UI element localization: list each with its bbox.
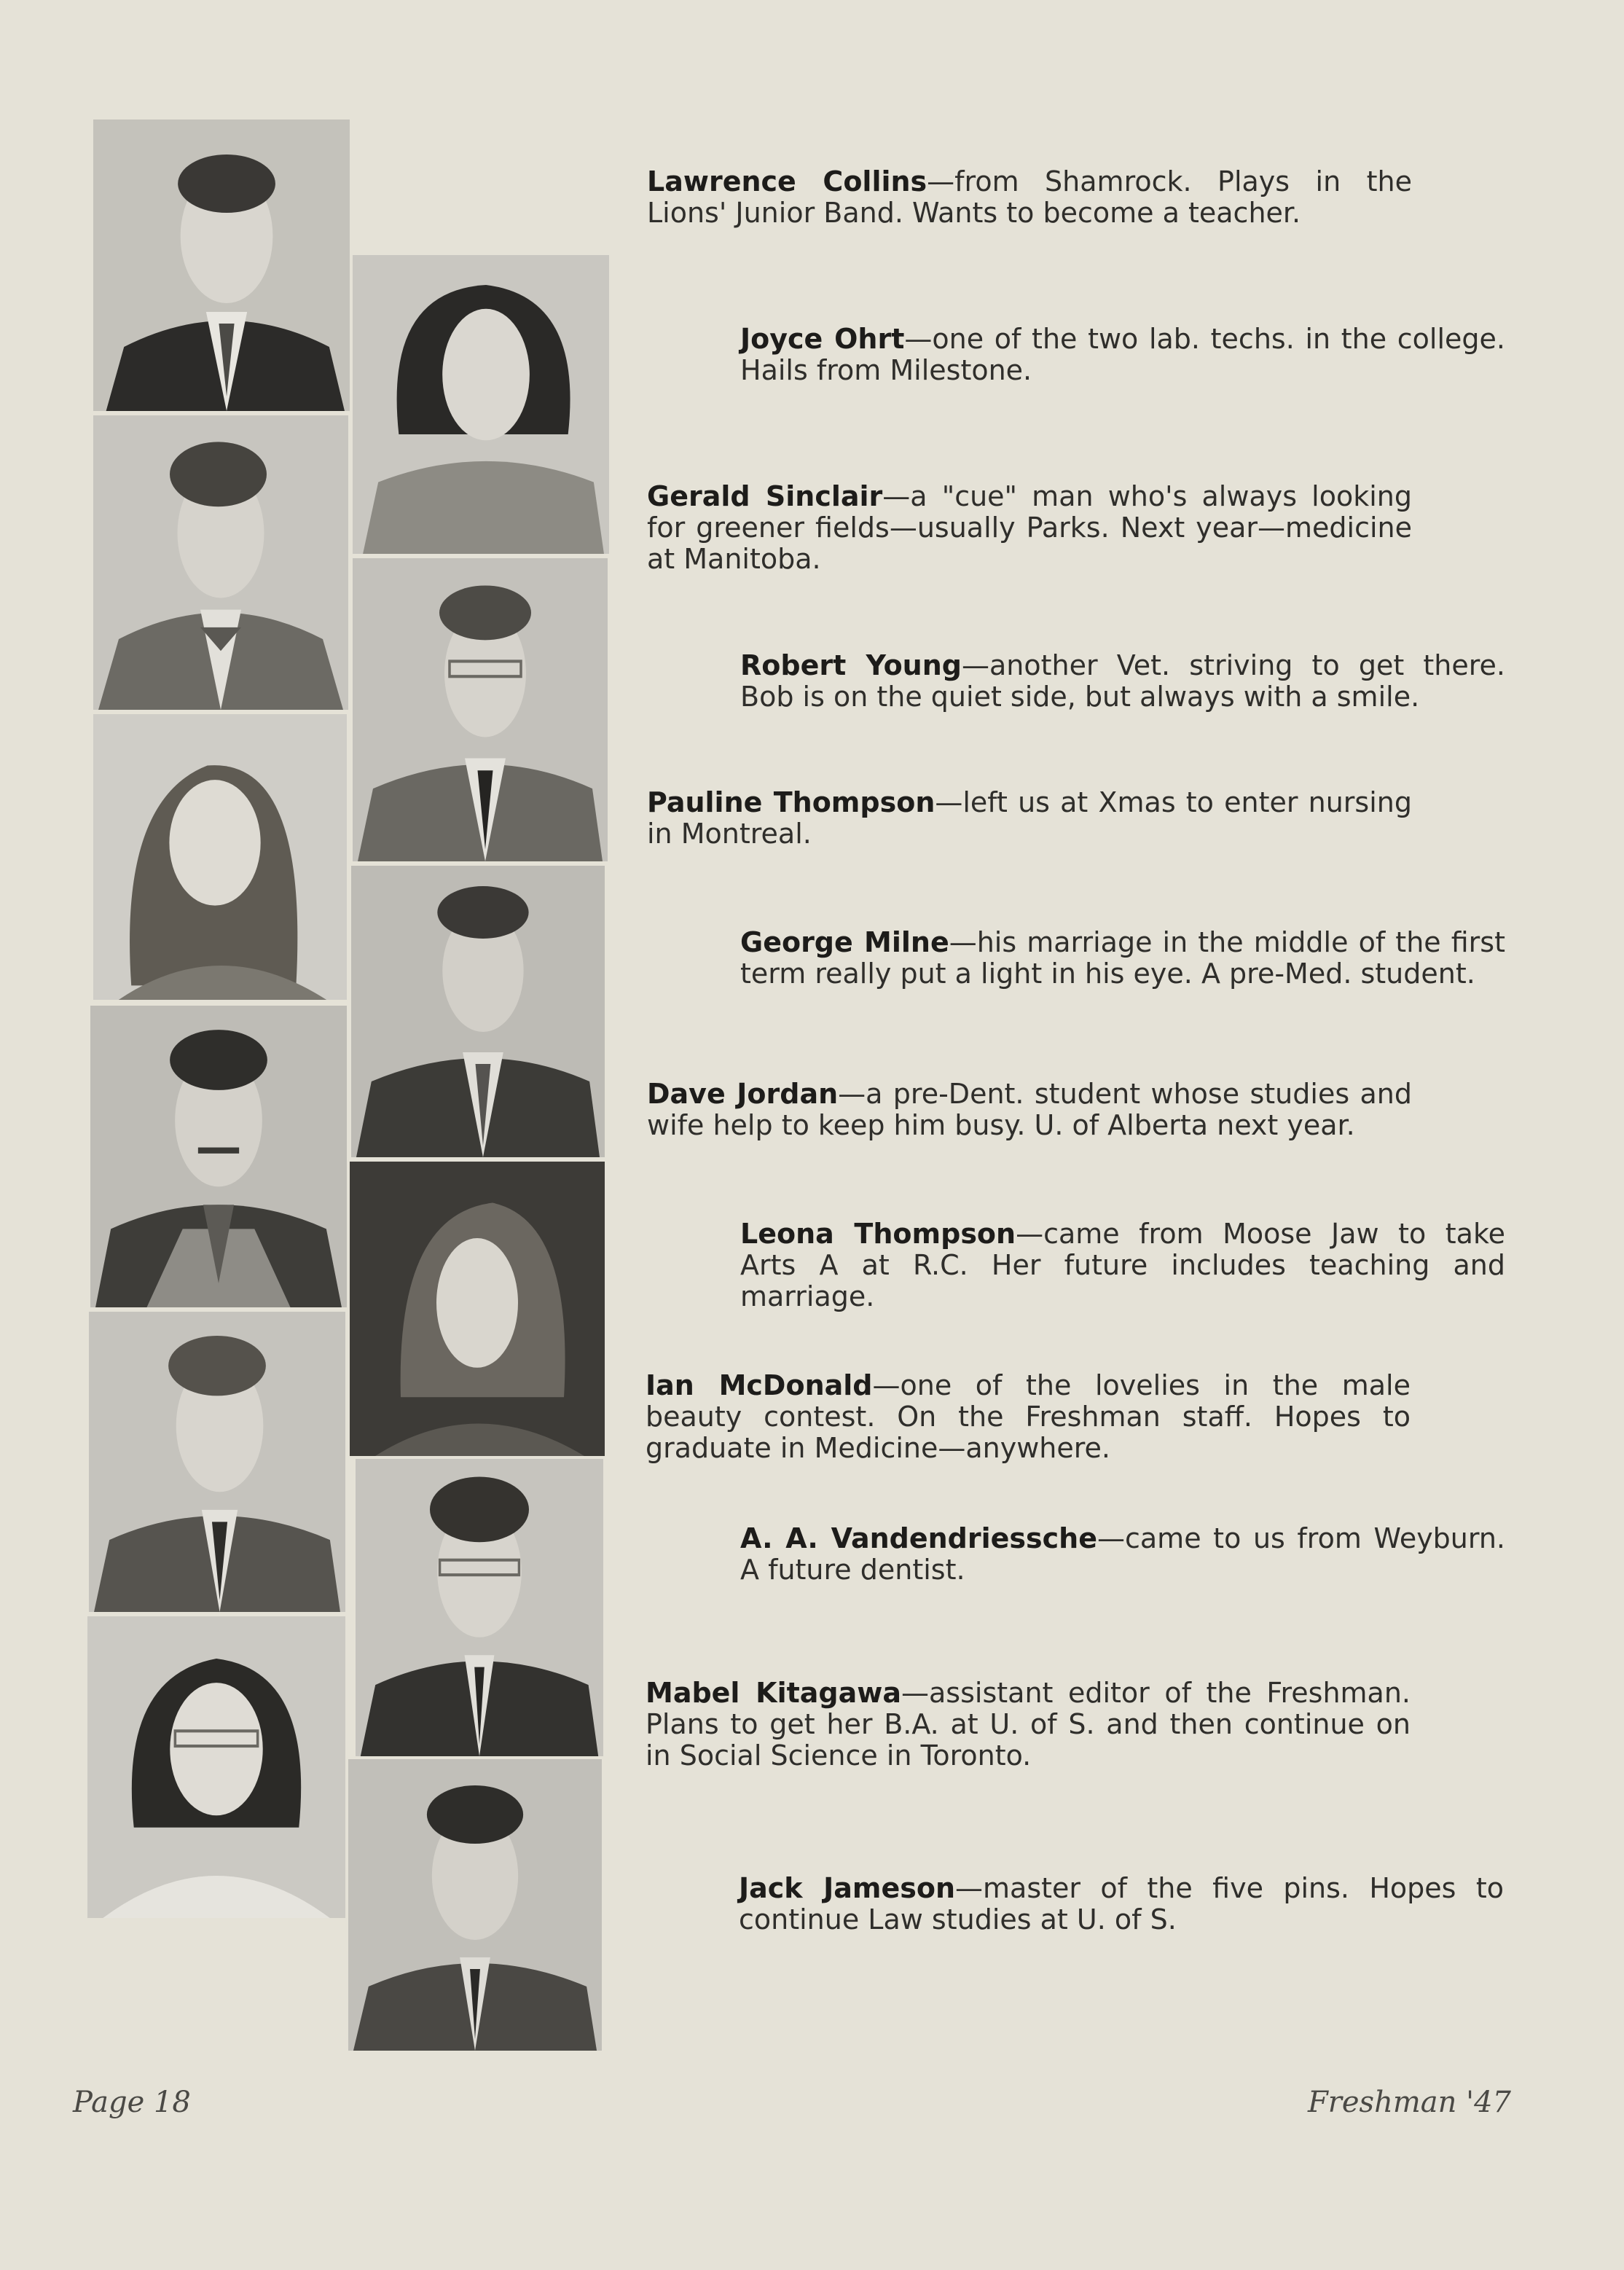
entry-name: Leona Thompson	[740, 1218, 1016, 1250]
entry-text: one of the lovelies in the male beauty contest. On the Freshman staff. Hopes to graduate in Medicine—anywhere.	[646, 1369, 1411, 1464]
portrait-photo-lawrence-collins	[93, 120, 350, 411]
entry-mabel-kitagawa: Mabel Kitagawa—assistant editor of the Freshman. Plans to get her B.A. at U. of S. and then continue on in Social Science in Toronto.	[646, 1677, 1411, 1772]
entry-name: A. A. Vandendriessche	[740, 1522, 1097, 1554]
entry-name: Lawrence Collins	[647, 165, 927, 197]
portrait-photo-gerald-sinclair	[93, 415, 348, 710]
entry-name: Gerald Sinclair	[647, 480, 883, 512]
entry-robert-young: Robert Young—another Vet. striving to get there. Bob is on the quiet side, but always with a smile.	[740, 649, 1505, 713]
entry-text: a pre-Dent. student whose studies and wife help to keep him busy. U. of Alberta next year.	[647, 1078, 1412, 1141]
entry-name: Robert Young	[740, 649, 962, 681]
entry-ian-mcdonald: Ian McDonald—one of the lovelies in the male beauty contest. On the Freshman staff. Hopes to graduate in Medicine—anywhere.	[646, 1369, 1411, 1464]
entry-pauline-thompson: Pauline Thompson—left us at Xmas to enter nursing in Montreal.	[647, 786, 1412, 850]
entry-text: came from Moose Jaw to take Arts A at R.C. Her future includes teaching and marriage.	[740, 1218, 1505, 1312]
entry-text: from Shamrock. Plays in the Lions' Junior Band. Wants to become a teacher.	[647, 165, 1412, 229]
portrait-photo-george-milne	[351, 866, 605, 1157]
portrait-photo-leona-thompson	[350, 1162, 605, 1456]
entry-name: Ian McDonald	[646, 1369, 873, 1401]
entry-name: Dave Jordan	[647, 1078, 839, 1110]
entry-a-a-vandendriessche: A. A. Vandendriessche—came to us from Weyburn. A future dentist.	[740, 1522, 1506, 1586]
entry-dave-jordan: Dave Jordan—a pre-Dent. student whose studies and wife help to keep him busy. U. of Alberta next year.	[647, 1078, 1412, 1141]
entry-lawrence-collins: Lawrence Collins—from Shamrock. Plays in the Lions' Junior Band. Wants to become a teacher.	[647, 165, 1412, 229]
portrait-photo-dave-jordan	[90, 1006, 347, 1307]
portrait-photo-pauline-thompson	[93, 714, 347, 1000]
entry-text: his marriage in the middle of the first term really put a light in his eye. A pre-Med. student.	[740, 926, 1505, 990]
entry-jack-jameson: Jack Jameson—master of the five pins. Hopes to continue Law studies at U. of S.	[739, 1872, 1504, 1936]
entry-joyce-ohrt: Joyce Ohrt—one of the two lab. techs. in the college. Hails from Milestone.	[740, 323, 1505, 386]
entry-leona-thompson: Leona Thompson—came from Moose Jaw to take Arts A at R.C. Her future includes teaching and marriage.	[740, 1218, 1505, 1312]
portrait-photo-jack-jameson	[348, 1759, 602, 2051]
entry-text: left us at Xmas to enter nursing in Montreal.	[647, 786, 1412, 850]
entry-text: master of the five pins. Hopes to continue Law studies at U. of S.	[739, 1872, 1504, 1936]
entry-text: assistant editor of the Freshman. Plans to get her B.A. at U. of S. and then continue on in Social Science in Toronto.	[646, 1677, 1411, 1772]
entry-text: another Vet. striving to get there. Bob is on the quiet side, but always with a smile.	[740, 649, 1505, 713]
page-number: Page 18	[73, 2086, 191, 2119]
portrait-photo-mabel-kitagawa	[87, 1616, 345, 1918]
portrait-photo-a-a-vandendriessche	[356, 1459, 603, 1756]
entry-name: Mabel Kitagawa	[646, 1677, 902, 1709]
entry-gerald-sinclair: Gerald Sinclair—a "cue" man who's always looking for greener fields—usually Parks. Next year—medicine at Manitoba.	[647, 480, 1412, 575]
portrait-photo-ian-mcdonald	[89, 1312, 345, 1612]
entry-name: George Milne	[740, 926, 949, 958]
portrait-photo-robert-young	[353, 558, 608, 861]
entry-name: Jack Jameson	[739, 1872, 956, 1904]
entry-text: a "cue" man who's always looking for greener fields—usually Parks. Next year—medicine at Manitoba.	[647, 480, 1412, 575]
entry-name: Pauline Thompson	[647, 786, 935, 818]
entry-text: came to us from Weyburn. A future dentist.	[740, 1522, 1506, 1586]
entry-george-milne: George Milne—his marriage in the middle of the first term really put a light in his eye. A pre-Med. student.	[740, 926, 1505, 990]
portrait-photo-joyce-ohrt	[353, 255, 609, 554]
entry-name: Joyce Ohrt	[740, 323, 905, 355]
entry-text: one of the two lab. techs. in the college. Hails from Milestone.	[740, 323, 1505, 386]
publication-title: Freshman '47	[1308, 2086, 1511, 2119]
